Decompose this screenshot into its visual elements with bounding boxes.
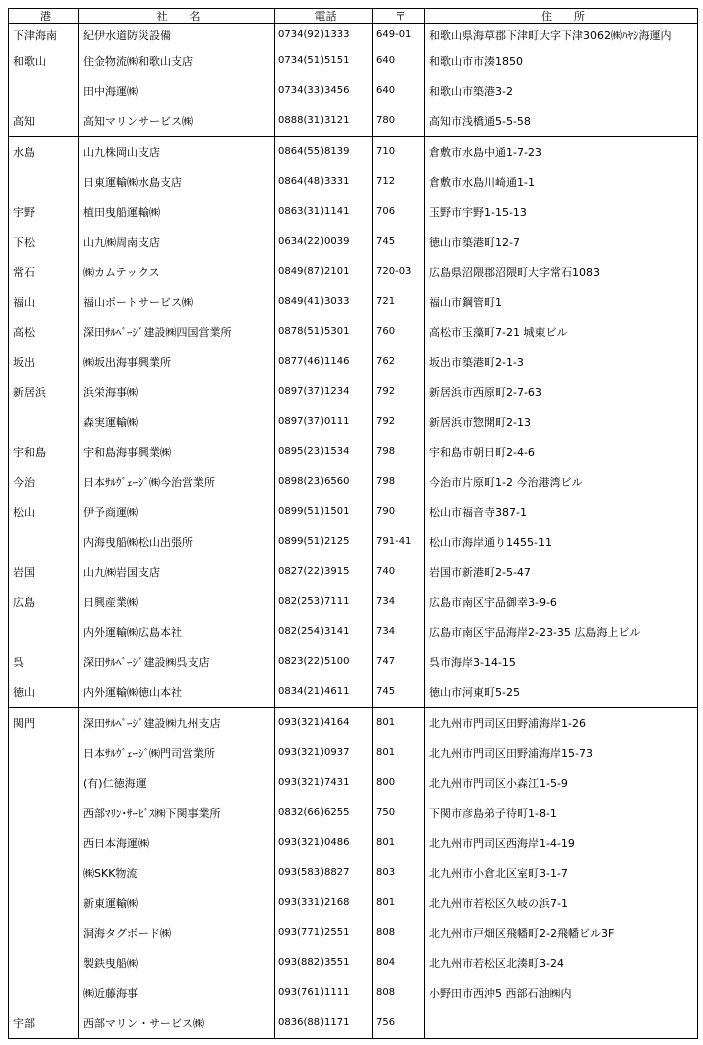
table-row <box>9 708 698 739</box>
postal-code-cell: 734 <box>373 617 425 647</box>
phone-cell: 0897(37)1234 <box>275 377 373 407</box>
port-cell <box>9 918 79 948</box>
table-row <box>9 798 698 828</box>
postal-code-cell: 791-41 <box>373 527 425 557</box>
table-body <box>9 24 698 1039</box>
port-cell <box>9 798 79 828</box>
company-name-cell: 日東運輸㈱水島支店 <box>79 167 275 197</box>
table-row <box>9 76 698 106</box>
postal-code-cell: 792 <box>373 407 425 437</box>
postal-code-cell: 790 <box>373 497 425 527</box>
port-cell <box>9 828 79 858</box>
port-cell: 和歌山 <box>9 46 79 76</box>
phone-cell: 0878(51)5301 <box>275 317 373 347</box>
table-row <box>9 257 698 287</box>
phone-cell: 0823(22)5100 <box>275 647 373 677</box>
port-cell <box>9 407 79 437</box>
company-name-cell: ㈱カムテックス <box>79 257 275 287</box>
port-cell: 新居浜 <box>9 377 79 407</box>
phone-cell: 0849(41)3033 <box>275 287 373 317</box>
company-name-cell: 深田ｻﾙﾍﾞｰｼﾞ建設㈱呉支店 <box>79 647 275 677</box>
phone-cell: 093(882)3551 <box>275 948 373 978</box>
address-cell: 今治市片原町1-2 今治港湾ビル <box>425 467 698 497</box>
company-name-cell: 日興産業㈱ <box>79 587 275 617</box>
table-row <box>9 137 698 168</box>
port-cell: 岩国 <box>9 557 79 587</box>
postal-code-cell: 760 <box>373 317 425 347</box>
port-cell <box>9 76 79 106</box>
address-cell: 高知市浅橋通5-5-58 <box>425 106 698 137</box>
postal-code-cell: 706 <box>373 197 425 227</box>
company-name-cell: 山九㈱周南支店 <box>79 227 275 257</box>
header-zip: 〒 <box>373 9 425 24</box>
port-cell: 水島 <box>9 137 79 168</box>
company-name-cell: 紀伊水道防災設備 <box>79 24 275 47</box>
phone-cell: 093(771)2551 <box>275 918 373 948</box>
port-cell: 広島 <box>9 587 79 617</box>
postal-code-cell: 801 <box>373 738 425 768</box>
postal-code-cell: 780 <box>373 106 425 137</box>
postal-code-cell: 798 <box>373 467 425 497</box>
table-row <box>9 1008 698 1039</box>
phone-cell: 0734(33)3456 <box>275 76 373 106</box>
phone-cell: 0864(48)3331 <box>275 167 373 197</box>
address-cell: 広島市南区宇品御幸3-9-6 <box>425 587 698 617</box>
company-name-cell: 西日本海運㈱ <box>79 828 275 858</box>
address-cell: 北九州市門司区西海岸1-4-19 <box>425 828 698 858</box>
phone-cell: 0827(22)3915 <box>275 557 373 587</box>
phone-cell: 0734(92)1333 <box>275 24 373 47</box>
table-row <box>9 738 698 768</box>
address-cell: 岩国市新港町2-5-47 <box>425 557 698 587</box>
phone-cell: 093(321)0486 <box>275 828 373 858</box>
table-row <box>9 287 698 317</box>
port-cell: 関門 <box>9 708 79 739</box>
address-cell: 北九州市若松区久岐の浜7-1 <box>425 888 698 918</box>
company-name-cell: 宇和島海事興業㈱ <box>79 437 275 467</box>
postal-code-cell: 803 <box>373 858 425 888</box>
postal-code-cell: 798 <box>373 437 425 467</box>
phone-cell: 0863(31)1141 <box>275 197 373 227</box>
port-cell <box>9 768 79 798</box>
company-name-cell: ㈱SKK物流 <box>79 858 275 888</box>
postal-code-cell: 640 <box>373 46 425 76</box>
address-cell: 松山市福音寺387-1 <box>425 497 698 527</box>
postal-code-cell: 721 <box>373 287 425 317</box>
company-name-cell: 福山ポートサービス㈱ <box>79 287 275 317</box>
port-cell <box>9 527 79 557</box>
table-row <box>9 24 698 47</box>
postal-code-cell: 734 <box>373 587 425 617</box>
postal-code-cell: 750 <box>373 798 425 828</box>
address-cell: 新居浜市惣開町2-13 <box>425 407 698 437</box>
phone-cell: 093(321)7431 <box>275 768 373 798</box>
postal-code-cell: 745 <box>373 677 425 708</box>
address-cell: 下関市彦島弟子待町1-8-1 <box>425 798 698 828</box>
postal-code-cell: 740 <box>373 557 425 587</box>
postal-code-cell: 801 <box>373 888 425 918</box>
phone-cell: 0864(55)8139 <box>275 137 373 168</box>
postal-code-cell: 762 <box>373 347 425 377</box>
table-row <box>9 197 698 227</box>
address-cell: 高松市玉藻町7-21 城東ビル <box>425 317 698 347</box>
phone-cell: 093(321)0937 <box>275 738 373 768</box>
port-cell: 宇部 <box>9 1008 79 1039</box>
table-row <box>9 527 698 557</box>
phone-cell: 082(253)7111 <box>275 587 373 617</box>
company-name-cell: 植田曳船運輸㈱ <box>79 197 275 227</box>
address-cell: 北九州市若松区北湊町3-24 <box>425 948 698 978</box>
address-cell: 宇和島市朝日町2-4-6 <box>425 437 698 467</box>
postal-code-cell: 808 <box>373 978 425 1008</box>
phone-cell: 0888(31)3121 <box>275 106 373 137</box>
phone-cell: 093(583)8827 <box>275 858 373 888</box>
address-cell: 北九州市門司区田野浦海岸1-26 <box>425 708 698 739</box>
phone-cell: 093(321)4164 <box>275 708 373 739</box>
company-name-cell: 山九㈱岩国支店 <box>79 557 275 587</box>
table-row <box>9 888 698 918</box>
postal-code-cell: 747 <box>373 647 425 677</box>
address-cell: 徳山市築港町12-7 <box>425 227 698 257</box>
postal-code-cell: 756 <box>373 1008 425 1039</box>
table-row <box>9 768 698 798</box>
company-name-cell: 伊予商運㈱ <box>79 497 275 527</box>
table-row <box>9 918 698 948</box>
company-name-cell: 深田ｻﾙﾍﾞｰｼﾞ建設㈱九州支店 <box>79 708 275 739</box>
phone-cell: 0634(22)0039 <box>275 227 373 257</box>
table-row <box>9 497 698 527</box>
port-cell: 徳山 <box>9 677 79 708</box>
company-name-cell: 高知マリンサービス㈱ <box>79 106 275 137</box>
table-row <box>9 317 698 347</box>
phone-cell: 0877(46)1146 <box>275 347 373 377</box>
address-cell: 広島県沼隈郡沼隈町大字常石1083 <box>425 257 698 287</box>
phone-cell: 0897(37)0111 <box>275 407 373 437</box>
table-row <box>9 437 698 467</box>
address-cell: 玉野市宇野1-15-13 <box>425 197 698 227</box>
postal-code-cell: 808 <box>373 918 425 948</box>
phone-cell: 0734(51)5151 <box>275 46 373 76</box>
port-cell <box>9 858 79 888</box>
postal-code-cell: 640 <box>373 76 425 106</box>
port-cell: 高知 <box>9 106 79 137</box>
port-cell: 宇和島 <box>9 437 79 467</box>
table-row <box>9 978 698 1008</box>
header-port: 港 <box>9 9 79 24</box>
port-cell: 常石 <box>9 257 79 287</box>
port-cell <box>9 167 79 197</box>
company-name-cell: 日本ｻﾙｳﾞｪｰｼﾞ㈱門司営業所 <box>79 738 275 768</box>
port-cell: 呉 <box>9 647 79 677</box>
address-cell: 広島市南区宇品海岸2-23-35 広島海上ビル <box>425 617 698 647</box>
postal-code-cell: 720-03 <box>373 257 425 287</box>
port-cell: 坂出 <box>9 347 79 377</box>
phone-cell: 0836(88)1171 <box>275 1008 373 1039</box>
phone-cell: 0899(51)2125 <box>275 527 373 557</box>
port-cell: 高松 <box>9 317 79 347</box>
table-row <box>9 106 698 137</box>
port-cell: 松山 <box>9 497 79 527</box>
table-row <box>9 467 698 497</box>
postal-code-cell: 804 <box>373 948 425 978</box>
company-name-cell: 深田ｻﾙﾍﾞｰｼﾞ建設㈱四国営業所 <box>79 317 275 347</box>
postal-code-cell: 710 <box>373 137 425 168</box>
phone-cell: 0849(87)2101 <box>275 257 373 287</box>
address-cell: 北九州市門司区田野浦海岸15-73 <box>425 738 698 768</box>
address-cell: 北九州市門司区小森江1-5-9 <box>425 768 698 798</box>
phone-cell: 0834(21)4611 <box>275 677 373 708</box>
company-name-cell: 製鉄曳船㈱ <box>79 948 275 978</box>
table-row <box>9 677 698 708</box>
phone-cell: 0899(51)1501 <box>275 497 373 527</box>
port-cell <box>9 738 79 768</box>
company-name-cell: 日本ｻﾙｳﾞｪｰｼﾞ㈱今治営業所 <box>79 467 275 497</box>
company-name-cell: ㈱近藤海事 <box>79 978 275 1008</box>
address-cell: 倉敷市水島中通1-7-23 <box>425 137 698 168</box>
table-row <box>9 557 698 587</box>
address-cell: 松山市海岸通り1455-11 <box>425 527 698 557</box>
company-name-cell: 山九株岡山支店 <box>79 137 275 168</box>
postal-code-cell: 801 <box>373 828 425 858</box>
table-row <box>9 617 698 647</box>
address-cell <box>425 1008 698 1039</box>
phone-cell: 093(761)1111 <box>275 978 373 1008</box>
table-row <box>9 828 698 858</box>
postal-code-cell: 792 <box>373 377 425 407</box>
port-cell <box>9 978 79 1008</box>
address-cell: 福山市鋼管町1 <box>425 287 698 317</box>
table-row <box>9 407 698 437</box>
company-name-cell: (有)仁徳海運 <box>79 768 275 798</box>
port-cell: 宇野 <box>9 197 79 227</box>
port-cell <box>9 948 79 978</box>
contacts-table <box>8 8 698 1039</box>
port-cell: 下津海南 <box>9 24 79 47</box>
table-row <box>9 227 698 257</box>
company-name-cell: 西部マリン・サービス㈱ <box>79 1008 275 1039</box>
header-row <box>9 9 698 24</box>
address-cell: 倉敷市水島川崎通1-1 <box>425 167 698 197</box>
address-cell: 小野田市西沖5 西部石油㈱内 <box>425 978 698 1008</box>
company-name-cell: 内外運輸㈱広島本社 <box>79 617 275 647</box>
company-name-cell: 新東運輸㈱ <box>79 888 275 918</box>
address-cell: 北九州市戸畑区飛幡町2-2飛幡ビル3F <box>425 918 698 948</box>
company-name-cell: 森実運輸㈱ <box>79 407 275 437</box>
address-cell: 北九州市小倉北区室町3-1-7 <box>425 858 698 888</box>
postal-code-cell: 800 <box>373 768 425 798</box>
table-row <box>9 948 698 978</box>
port-cell: 下松 <box>9 227 79 257</box>
company-name-cell: 浜栄海事㈱ <box>79 377 275 407</box>
company-name-cell: ㈱坂出海事興業所 <box>79 347 275 377</box>
company-name-cell: 住金物流㈱和歌山支店 <box>79 46 275 76</box>
company-name-cell: 内海曳船㈱松山出張所 <box>79 527 275 557</box>
address-cell: 徳山市河東町5-25 <box>425 677 698 708</box>
table-row <box>9 587 698 617</box>
table-row <box>9 377 698 407</box>
table-row <box>9 347 698 377</box>
company-name-cell: 洞海タグボード㈱ <box>79 918 275 948</box>
address-cell: 和歌山市市湊1850 <box>425 46 698 76</box>
phone-cell: 0832(66)6255 <box>275 798 373 828</box>
phone-cell: 093(331)2168 <box>275 888 373 918</box>
table-row <box>9 647 698 677</box>
table-row <box>9 167 698 197</box>
address-cell: 新居浜市西原町2-7-63 <box>425 377 698 407</box>
header-tel: 電話 <box>275 9 373 24</box>
port-cell <box>9 617 79 647</box>
table-row <box>9 46 698 76</box>
postal-code-cell: 649-01 <box>373 24 425 47</box>
phone-cell: 082(254)3141 <box>275 617 373 647</box>
company-name-cell: 西部ﾏﾘﾝ･ｻｰﾋﾞｽ㈱下関事業所 <box>79 798 275 828</box>
header-address: 住 所 <box>425 9 698 24</box>
address-cell: 和歌山市築港3-2 <box>425 76 698 106</box>
postal-code-cell: 801 <box>373 708 425 739</box>
port-cell <box>9 888 79 918</box>
address-cell: 坂出市築港町2-1-3 <box>425 347 698 377</box>
port-cell: 福山 <box>9 287 79 317</box>
address-cell: 呉市海岸3-14-15 <box>425 647 698 677</box>
company-name-cell: 内外運輸㈱徳山本社 <box>79 677 275 708</box>
postal-code-cell: 745 <box>373 227 425 257</box>
port-cell: 今治 <box>9 467 79 497</box>
header-name: 社 名 <box>79 9 275 24</box>
phone-cell: 0895(23)1534 <box>275 437 373 467</box>
company-name-cell: 田中海運㈱ <box>79 76 275 106</box>
table-row <box>9 858 698 888</box>
phone-cell: 0898(23)6560 <box>275 467 373 497</box>
address-cell: 和歌山県海草郡下津町大字下津3062㈱ﾊﾔｼ海運内 <box>425 24 698 47</box>
postal-code-cell: 712 <box>373 167 425 197</box>
